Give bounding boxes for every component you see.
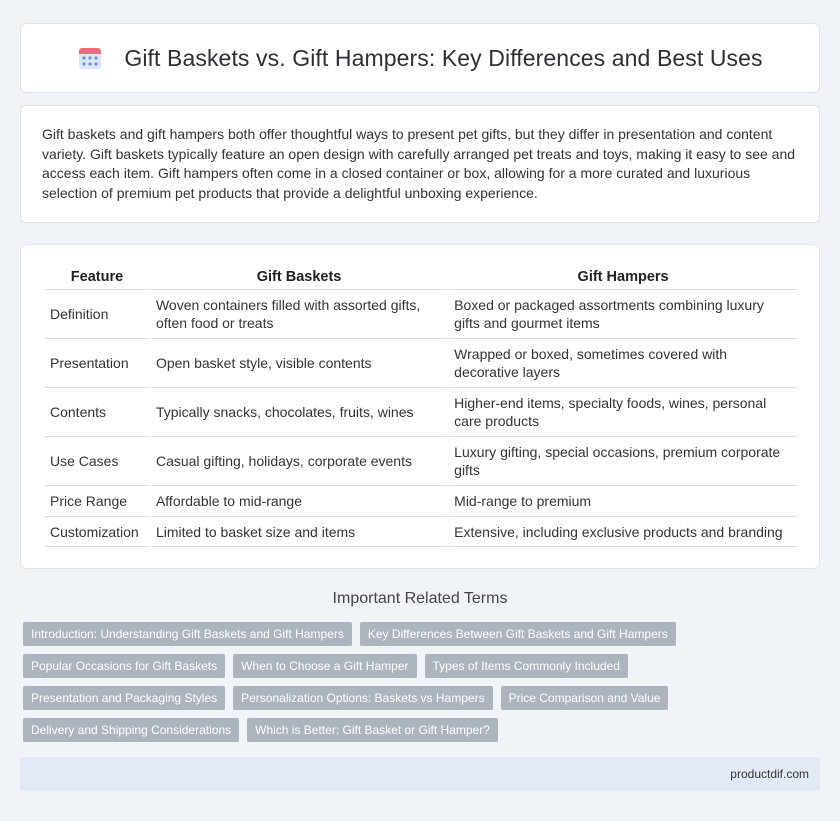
header-inner: [77, 45, 762, 72]
column-header-gift-baskets: Gift Baskets: [256, 269, 342, 285]
related-term-tag[interactable]: Price Comparison and Value: [501, 686, 669, 710]
table-header-row: [45, 267, 797, 289]
cell-hampers: Mid-range to premium: [449, 485, 797, 516]
cell-hampers: Extensive, including exclusive products and branding: [449, 516, 797, 547]
cell-baskets: Affordable to mid-range: [151, 485, 447, 516]
table-row: [45, 516, 797, 547]
related-term-tag[interactable]: Introduction: Understanding Gift Baskets and Gift Hampers: [23, 622, 352, 646]
related-term-tag[interactable]: Types of Items Commonly Included: [425, 654, 628, 678]
calendar-grid-icon: [77, 45, 103, 71]
row-label-definition: Definition: [45, 289, 149, 338]
tag-row: [23, 622, 823, 646]
table-row: [45, 289, 797, 338]
cell-hampers: Boxed or packaged assortments combining luxury gifts and gourmet items: [449, 289, 797, 338]
column-header-feature: Feature: [70, 269, 124, 285]
related-terms-tags: [23, 622, 823, 750]
cell-baskets: Open basket style, visible contents: [151, 338, 447, 387]
cell-baskets: Limited to basket size and items: [151, 516, 447, 547]
related-term-tag[interactable]: When to Choose a Gift Hamper: [233, 654, 416, 678]
table-row: [45, 436, 797, 485]
row-label-customization: Customization: [45, 516, 149, 547]
table-row: [45, 338, 797, 387]
related-terms-title: Important Related Terms: [332, 590, 508, 607]
site-link[interactable]: productdif.com: [730, 767, 809, 781]
tag-row: [23, 686, 823, 710]
related-term-tag[interactable]: Presentation and Packaging Styles: [23, 686, 225, 710]
cell-baskets: Casual gifting, holidays, corporate events: [151, 436, 447, 485]
cell-hampers: Higher-end items, specialty foods, wines, personal care products: [449, 387, 797, 436]
cell-baskets: Typically snacks, chocolates, fruits, wines: [151, 387, 447, 436]
tag-row: [23, 718, 823, 742]
table-row: [45, 485, 797, 516]
row-label-price-range: Price Range: [45, 485, 149, 516]
cell-baskets: Woven containers filled with assorted gifts, often food or treats: [151, 289, 447, 338]
footer: [20, 757, 820, 791]
tag-row: [23, 654, 823, 678]
cell-hampers: Wrapped or boxed, sometimes covered with decorative layers: [449, 338, 797, 387]
intro-text: Gift baskets and gift hampers both offer thoughtful ways to present pet gifts, but they differ in presentation and content variety. Gift baskets typically feature an open design with carefully arranged pet treats and toys, making it easy to see and access each item. Gift hampers often come in a closed container or box, allowing for a more curated and luxurious selection of premium pet products that provide a delightful unboxing experience.: [42, 126, 796, 201]
header-card: [20, 23, 820, 93]
table-row: [45, 387, 797, 436]
row-label-use-cases: Use Cases: [45, 436, 149, 485]
related-term-tag[interactable]: Popular Occasions for Gift Baskets: [23, 654, 225, 678]
page-title: Gift Baskets vs. Gift Hampers: Key Differences and Best Uses: [124, 44, 763, 71]
intro-card: [20, 105, 820, 223]
comparison-table: [43, 267, 799, 547]
related-term-tag[interactable]: Key Differences Between Gift Baskets and Gift Hampers: [360, 622, 676, 646]
column-header-gift-hampers: Gift Hampers: [577, 269, 669, 285]
row-label-contents: Contents: [45, 387, 149, 436]
comparison-table-card: [20, 244, 820, 569]
cell-hampers: Luxury gifting, special occasions, premium corporate gifts: [449, 436, 797, 485]
related-term-tag[interactable]: Which is Better: Gift Basket or Gift Hamper?: [247, 718, 498, 742]
related-term-tag[interactable]: Delivery and Shipping Considerations: [23, 718, 239, 742]
row-label-presentation: Presentation: [45, 338, 149, 387]
related-term-tag[interactable]: Personalization Options: Baskets vs Hampers: [233, 686, 492, 710]
